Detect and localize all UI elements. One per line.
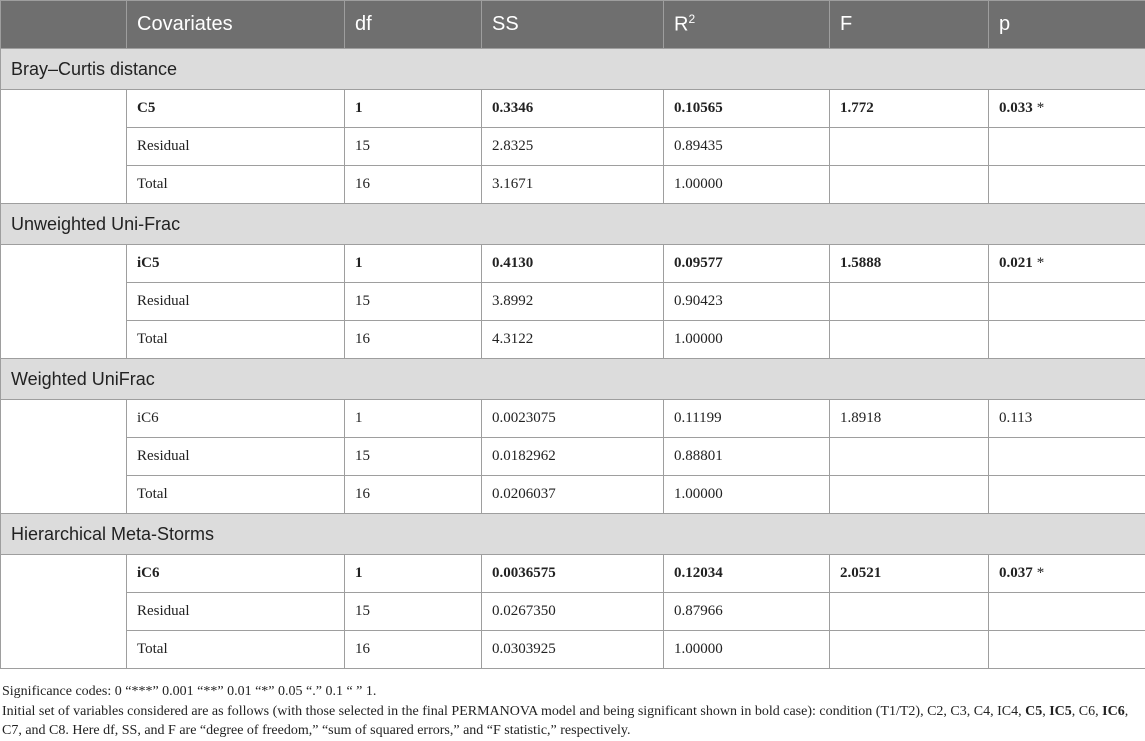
cell-ss bbox=[482, 593, 664, 631]
table-row bbox=[1, 438, 1145, 476]
f-value: 2.0521 bbox=[840, 565, 882, 581]
f-value: 1.5888 bbox=[840, 255, 882, 271]
table-row bbox=[1, 476, 1145, 514]
group-spacer-cell bbox=[1, 90, 127, 204]
cell-r2 bbox=[664, 438, 830, 476]
cell-df bbox=[345, 321, 482, 359]
cell-df bbox=[345, 476, 482, 514]
cell-ss bbox=[482, 555, 664, 593]
cell-f bbox=[830, 128, 989, 166]
ss-value: 0.0036575 bbox=[492, 565, 556, 581]
cell-ss bbox=[482, 631, 664, 669]
cell-covariate bbox=[127, 166, 345, 204]
table-row bbox=[1, 283, 1145, 321]
cell-p bbox=[989, 631, 1145, 669]
cell-f bbox=[830, 631, 989, 669]
r2-value: 0.87966 bbox=[674, 603, 723, 619]
table-row bbox=[1, 166, 1145, 204]
section-title: Unweighted Uni-Frac bbox=[1, 204, 1145, 245]
df-value: 1 bbox=[355, 100, 363, 116]
cell-r2 bbox=[664, 90, 830, 128]
r2-value: 0.12034 bbox=[674, 565, 723, 581]
r2-value: 0.11199 bbox=[674, 410, 722, 426]
covariate-value: iC6 bbox=[137, 565, 160, 581]
cell-df bbox=[345, 283, 482, 321]
r2-value: 0.09577 bbox=[674, 255, 723, 271]
cell-covariate bbox=[127, 555, 345, 593]
table-row bbox=[1, 90, 1145, 128]
cell-r2 bbox=[664, 283, 830, 321]
cell-covariate bbox=[127, 631, 345, 669]
covariate-value: Total bbox=[137, 331, 168, 347]
cell-r2 bbox=[664, 631, 830, 669]
cell-r2 bbox=[664, 245, 830, 283]
ss-value: 0.0023075 bbox=[492, 410, 556, 426]
cell-df bbox=[345, 631, 482, 669]
variables-note: Initial set of variables considered are as follows (with those selected in the final PERMANOVA model and being significant shown in bold case): condition (T1/T2), C2, C3, C4, IC4, C5, IC5, C6, IC6, C7, and C8. Here df, SS, and F are “degree of freedom,” “sum of squared errors,” and “F statistic,” respectively. bbox=[2, 703, 1129, 738]
df-value: 16 bbox=[355, 641, 370, 657]
ss-value: 0.0206037 bbox=[492, 486, 556, 502]
cell-p bbox=[989, 166, 1145, 204]
df-value: 15 bbox=[355, 603, 370, 619]
significance-star: * bbox=[1036, 100, 1045, 116]
cell-r2 bbox=[664, 400, 830, 438]
table-footnotes bbox=[2, 682, 1142, 741]
cell-r2 bbox=[664, 321, 830, 359]
df-value: 15 bbox=[355, 293, 370, 309]
r2-value: 1.00000 bbox=[674, 331, 723, 347]
cell-f bbox=[830, 555, 989, 593]
cell-covariate bbox=[127, 90, 345, 128]
p-value: 0.021 bbox=[999, 255, 1033, 271]
covariate-value: iC6 bbox=[137, 410, 159, 426]
table-row bbox=[1, 593, 1145, 631]
header-row bbox=[1, 1, 1145, 49]
cell-df bbox=[345, 166, 482, 204]
cell-p bbox=[989, 283, 1145, 321]
cell-f bbox=[830, 400, 989, 438]
df-value: 16 bbox=[355, 331, 370, 347]
df-value: 16 bbox=[355, 176, 370, 192]
group-spacer-cell bbox=[1, 400, 127, 514]
cell-df bbox=[345, 128, 482, 166]
f-value: 1.8918 bbox=[840, 410, 882, 426]
cell-f bbox=[830, 321, 989, 359]
df-value: 1 bbox=[355, 255, 363, 271]
ss-value: 2.8325 bbox=[492, 138, 534, 154]
p-value: 0.113 bbox=[999, 410, 1033, 426]
cell-ss bbox=[482, 321, 664, 359]
cell-df bbox=[345, 90, 482, 128]
covariate-value: Residual bbox=[137, 293, 190, 309]
cell-f bbox=[830, 245, 989, 283]
ss-value: 3.8992 bbox=[492, 293, 534, 309]
cell-p bbox=[989, 555, 1145, 593]
header-covariates: Covariates bbox=[127, 1, 345, 49]
cell-covariate bbox=[127, 283, 345, 321]
table-row bbox=[1, 128, 1145, 166]
table-row bbox=[1, 245, 1145, 283]
header-blank bbox=[1, 1, 127, 49]
cell-df bbox=[345, 593, 482, 631]
cell-p bbox=[989, 245, 1145, 283]
cell-f bbox=[830, 283, 989, 321]
df-value: 1 bbox=[355, 565, 363, 581]
cell-p bbox=[989, 476, 1145, 514]
covariate-value: Total bbox=[137, 176, 168, 192]
significance-star: * bbox=[1036, 255, 1045, 271]
covariate-value: Residual bbox=[137, 603, 190, 619]
cell-ss bbox=[482, 476, 664, 514]
cell-r2 bbox=[664, 476, 830, 514]
cell-r2 bbox=[664, 555, 830, 593]
r2-value: 0.90423 bbox=[674, 293, 723, 309]
cell-df bbox=[345, 438, 482, 476]
cell-df bbox=[345, 400, 482, 438]
p-value: 0.037 bbox=[999, 565, 1033, 581]
cell-ss bbox=[482, 128, 664, 166]
ss-value: 0.0182962 bbox=[492, 448, 556, 464]
section-title: Weighted UniFrac bbox=[1, 359, 1145, 400]
covariate-value: Total bbox=[137, 486, 168, 502]
ss-value: 0.3346 bbox=[492, 100, 534, 116]
cell-covariate bbox=[127, 593, 345, 631]
cell-covariate bbox=[127, 128, 345, 166]
section-header-row bbox=[1, 49, 1145, 90]
ss-value: 0.0303925 bbox=[492, 641, 556, 657]
cell-r2 bbox=[664, 128, 830, 166]
section-header-row bbox=[1, 359, 1145, 400]
cell-r2 bbox=[664, 166, 830, 204]
section-title: Hierarchical Meta-Storms bbox=[1, 514, 1145, 555]
table-row bbox=[1, 400, 1145, 438]
cell-p bbox=[989, 400, 1145, 438]
header-ss: SS bbox=[482, 1, 664, 49]
cell-df bbox=[345, 555, 482, 593]
covariate-value: Total bbox=[137, 641, 168, 657]
cell-ss bbox=[482, 245, 664, 283]
p-value: 0.033 bbox=[999, 100, 1033, 116]
r2-value: 1.00000 bbox=[674, 176, 723, 192]
table-row bbox=[1, 631, 1145, 669]
cell-ss bbox=[482, 90, 664, 128]
covariate-value: iC5 bbox=[137, 255, 160, 271]
covariate-value: Residual bbox=[137, 138, 190, 154]
f-value: 1.772 bbox=[840, 100, 874, 116]
section-header-row bbox=[1, 514, 1145, 555]
header-p: p bbox=[989, 1, 1145, 49]
header-r2: $R^2$ bbox=[664, 1, 830, 49]
significance-note: Significance codes: 0 “***” 0.001 “**” 0.01 “*” 0.05 “.” 0.1 “ ” 1. bbox=[2, 684, 377, 699]
df-value: 15 bbox=[355, 448, 370, 464]
df-value: 16 bbox=[355, 486, 370, 502]
group-spacer-cell bbox=[1, 245, 127, 359]
ss-value: 3.1671 bbox=[492, 176, 534, 192]
r2-value: 1.00000 bbox=[674, 641, 723, 657]
cell-p bbox=[989, 321, 1145, 359]
ss-value: 0.4130 bbox=[492, 255, 534, 271]
cell-covariate bbox=[127, 321, 345, 359]
cell-f bbox=[830, 438, 989, 476]
header-df: df bbox=[345, 1, 482, 49]
cell-p bbox=[989, 438, 1145, 476]
cell-covariate bbox=[127, 438, 345, 476]
cell-ss bbox=[482, 438, 664, 476]
r2-value: 0.10565 bbox=[674, 100, 723, 116]
r2-value: 1.00000 bbox=[674, 486, 723, 502]
r2-value: 0.88801 bbox=[674, 448, 723, 464]
cell-f bbox=[830, 166, 989, 204]
table-row bbox=[1, 555, 1145, 593]
df-value: 15 bbox=[355, 138, 370, 154]
section-title: Bray–Curtis distance bbox=[1, 49, 1145, 90]
df-value: 1 bbox=[355, 410, 363, 426]
significance-star: * bbox=[1036, 565, 1045, 581]
cell-ss bbox=[482, 283, 664, 321]
ss-value: 4.3122 bbox=[492, 331, 534, 347]
ss-value: 0.0267350 bbox=[492, 603, 556, 619]
section-header-row bbox=[1, 204, 1145, 245]
cell-p bbox=[989, 593, 1145, 631]
cell-p bbox=[989, 128, 1145, 166]
covariate-value: C5 bbox=[137, 100, 156, 116]
covariate-value: Residual bbox=[137, 448, 190, 464]
r2-value: 0.89435 bbox=[674, 138, 723, 154]
cell-r2 bbox=[664, 593, 830, 631]
cell-covariate bbox=[127, 476, 345, 514]
cell-p bbox=[989, 90, 1145, 128]
cell-covariate bbox=[127, 400, 345, 438]
header-f: F bbox=[830, 1, 989, 49]
cell-f bbox=[830, 593, 989, 631]
cell-f bbox=[830, 476, 989, 514]
cell-ss bbox=[482, 400, 664, 438]
group-spacer-cell bbox=[1, 555, 127, 669]
cell-ss bbox=[482, 166, 664, 204]
cell-covariate bbox=[127, 245, 345, 283]
cell-df bbox=[345, 245, 482, 283]
table-row bbox=[1, 321, 1145, 359]
cell-f bbox=[830, 90, 989, 128]
